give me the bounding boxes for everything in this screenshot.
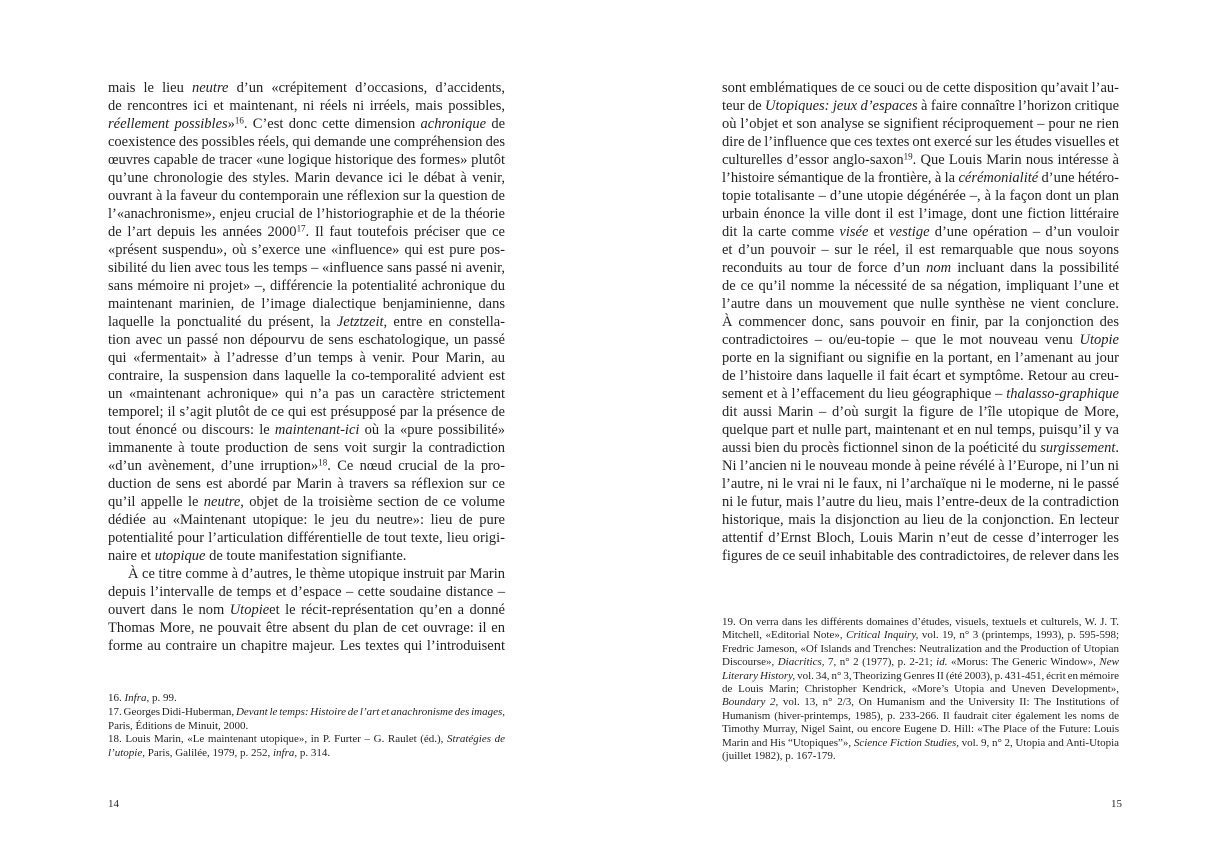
italic-text-run: Infra,	[124, 692, 150, 704]
text-run: naire et	[108, 548, 155, 564]
italic-text-run: réellement possibles	[108, 116, 228, 132]
italic-text-run: Utopie	[229, 602, 270, 618]
italic-text-run: neutre	[191, 80, 229, 96]
text-run: ouvrant à la faveur du contemporain une réflexion sur la question de	[108, 188, 505, 204]
text-run: , objet de la troisième section de ce volume	[240, 494, 505, 510]
right-page-footnotes	[722, 616, 1119, 763]
footnote-line	[108, 747, 505, 761]
text-run: Discourse»,	[722, 656, 778, 669]
text-run: Humanism (hiver-printemps, 1985), p. 233-266. Il faudrait citer également les noms de	[722, 709, 1119, 722]
italic-text-run: surgissement	[1040, 440, 1116, 456]
italic-text-run: infra,	[272, 747, 298, 760]
text-line	[108, 583, 505, 601]
text-run: de Louis Marin; Christopher Kendrick, «More’s Utopia and Uneven Development»,	[722, 682, 1119, 695]
footnote-reference: 19	[903, 151, 913, 162]
italic-text-run: neutre	[203, 494, 241, 510]
text-run: et d’un pouvoir – sur le réel, il est remarquable que nous soyons	[722, 242, 1119, 258]
text-run: «présent suspendu», où s’exerce une «influence» qui est pure pos-	[108, 242, 505, 258]
italic-text-run: New	[1099, 656, 1119, 669]
text-line	[722, 79, 1119, 97]
text-run: sibilité du lien avec tous les temps – «influence sans passé ni avenir,	[108, 260, 505, 276]
footnote-line	[108, 733, 505, 747]
footnote-line	[722, 643, 1119, 656]
text-line	[108, 277, 505, 295]
text-run: où la «pure possibilité»	[359, 422, 506, 438]
text-line	[722, 439, 1119, 457]
text-run: d’un «crépitement d’occasions, d’accidents,	[228, 80, 505, 96]
text-run: d’une opération – d’un vouloir	[929, 224, 1119, 240]
text-line	[108, 511, 505, 529]
footnote-line	[722, 656, 1119, 669]
text-run: dire de l’influence que ces textes ont exercé sur les études visuelles et	[722, 134, 1119, 150]
text-line	[722, 133, 1119, 151]
text-line	[722, 259, 1119, 277]
text-line	[108, 97, 505, 115]
text-run: sont emblématiques de ce souci ou de cette disposition qu’avait l’au-	[722, 80, 1119, 96]
text-line	[108, 241, 505, 259]
text-run: l’histoire sémantique de la frontière, à la	[722, 170, 959, 186]
text-run: topie totalisante – d’une utopie dégénérée –, à la façon dont un plan	[722, 188, 1119, 204]
footnote-line	[722, 737, 1119, 750]
text-run: porte en la signifiant ou signifie en la portant, en l’amenant au jour	[722, 350, 1119, 366]
italic-text-run: Stratégies de	[447, 733, 505, 746]
text-run: culturelles d’essor anglo-saxon	[722, 152, 904, 168]
text-run: dit la carte comme	[722, 224, 840, 240]
text-line	[108, 259, 505, 277]
text-line	[108, 133, 505, 151]
text-run: contradictoires – ou/eu-topie – que le mot nouveau venu	[722, 332, 1080, 348]
footnote-line	[722, 696, 1119, 709]
italic-text-run: l’utopie,	[108, 747, 145, 760]
footnote-line	[722, 683, 1119, 696]
text-line	[722, 457, 1119, 475]
text-line	[108, 205, 505, 223]
text-run: de l’art depuis les années 2000	[108, 224, 297, 240]
text-line	[108, 79, 505, 97]
italic-text-run: visée	[839, 224, 869, 240]
text-line	[722, 403, 1119, 421]
text-run: maintenant marinien, de l’image dialectique benjaminienne, dans	[108, 296, 505, 312]
italic-text-run: nom	[926, 260, 952, 276]
text-run: (juillet 1982), p. 167-179.	[722, 749, 836, 762]
text-line	[722, 295, 1119, 313]
text-run: de toute manifestation signifiante.	[205, 548, 407, 564]
footnote-reference: 16	[234, 115, 244, 126]
text-run: de	[486, 116, 506, 132]
text-run: incluant dans la possibilité	[951, 260, 1119, 276]
text-run: vol. 34, n° 3, Theorizing Genres II (été 2003), p. 431-451, écrit en mémoire	[795, 669, 1120, 682]
text-run: . Ce nœud crucial de la pro-	[327, 458, 505, 474]
text-run: »	[227, 116, 235, 132]
italic-text-run: vestige	[889, 224, 930, 240]
text-line	[108, 151, 505, 169]
text-line	[722, 511, 1119, 529]
text-line	[108, 565, 505, 583]
italic-text-run: Critical Inquiry,	[846, 629, 919, 642]
italic-text-run: Diacritics,	[777, 656, 825, 669]
page-number-left: 14	[108, 798, 119, 810]
footnote-reference: 17	[296, 223, 306, 234]
text-run: Marin and His “Utopiques”»,	[722, 736, 854, 749]
left-page-footnotes	[108, 692, 505, 761]
text-run: sement et à l’effacement du lieu géographique –	[722, 386, 1007, 402]
text-run: un «maintenant achronique» qui n’a pas un caractère strictement	[108, 386, 505, 402]
text-run: 7, n° 2 (1977), p. 2-21;	[824, 656, 937, 669]
italic-text-run: id.	[936, 656, 948, 669]
text-line	[108, 169, 505, 187]
footnote-line	[108, 720, 505, 734]
italic-text-run: Devant le temps: Histoire de l’art et anachronisme des images,	[235, 705, 505, 718]
footnote-line	[722, 670, 1119, 683]
italic-text-run: Utopiques: jeux d’espaces	[765, 98, 918, 114]
footnote-line	[722, 710, 1119, 723]
text-line	[108, 367, 505, 385]
text-line	[108, 421, 505, 439]
text-run: l’autre dans un mouvement que nulle synthèse ne vient conclure.	[722, 296, 1119, 312]
text-run: 18. Louis Marin, «Le maintenant utopique», in P. Furter – G. Raulet (éd.),	[108, 733, 448, 746]
text-run: de ce qu’il nomme la nécessité de sa négation, impliquant l’une et	[722, 278, 1119, 294]
italic-text-run: Jetztzeit	[336, 314, 384, 330]
text-run: p. 99.	[149, 692, 177, 704]
text-run: temporel; il s’agit plutôt de ce qui est présupposé par la présence de	[108, 404, 505, 420]
text-run: duction de sens est abordé par Marin à travers sa réflexion sur ce	[108, 476, 505, 492]
text-line	[108, 331, 505, 349]
text-run: laquelle la ponctualité du présent, la	[108, 314, 337, 330]
text-run: dédiée au «Maintenant utopique: le jeu du neutre»: lieu de pure	[108, 512, 505, 528]
text-run: contraire, la suspension dans laquelle la co-temporalité advient est	[108, 368, 505, 384]
text-run: vol. 19, n° 3 (printemps, 1993), p. 595-598;	[918, 629, 1120, 642]
text-run: et	[868, 224, 890, 240]
text-run: 17. Georges Didi-Huberman,	[108, 705, 236, 718]
text-run: Paris, Éditions de Minuit, 2000.	[108, 719, 249, 732]
text-run: de l’histoire dans laquelle il fait écart et symptôme. Retour au creu-	[722, 368, 1119, 384]
text-run: «d’un avènement, d’une irruption»	[108, 458, 319, 474]
text-run: aussi bien du procès fictionnel sinon de la poéticité du	[722, 440, 1041, 456]
text-run: dit aussi Marin – d’où surgit la figure de l’île utopique de More,	[722, 404, 1119, 420]
text-run: qu’il appelle le	[108, 494, 204, 510]
text-run: . Il faut toutefois préciser que ce	[305, 224, 505, 240]
text-line	[108, 529, 505, 547]
text-run: vol. 9, n° 2, Utopia and Anti-Utopia	[958, 736, 1120, 749]
text-line	[108, 385, 505, 403]
text-run: l’«anachronisme», enjeu crucial de l’historiographie et de la théorie	[108, 206, 505, 222]
text-line	[722, 547, 1119, 565]
text-line	[722, 385, 1119, 403]
footnote-line	[722, 629, 1119, 642]
text-run: historique, mais la disjonction au lieu de la conjonction. En lecteur	[722, 512, 1119, 528]
text-run: qui «fermentait» à l’adresse d’un temps à venir. Pour Marin, au	[108, 350, 505, 366]
text-run: tion avec un passé non dépourvu de sens eschatologique, un passé	[108, 332, 505, 348]
italic-text-run: maintenant-ici	[274, 422, 360, 438]
text-line	[722, 331, 1119, 349]
footnote-reference: 18	[318, 457, 328, 468]
text-run: sans mémoire ni projet» –, différencie la potentialité achronique du	[108, 278, 505, 294]
text-line	[108, 457, 505, 475]
italic-text-run: thalasso-graphique	[1006, 386, 1119, 402]
text-line	[108, 187, 505, 205]
text-run: Paris, Galilée, 1979, p. 252,	[144, 747, 273, 760]
text-line	[722, 349, 1119, 367]
text-run: urbain énonce la ville dont il est l’image, dont une fiction littéraire	[722, 206, 1119, 222]
text-line	[722, 493, 1119, 511]
text-run: ouvert dans le nom	[108, 602, 230, 618]
text-run: «Morus: The Generic Window»,	[947, 656, 1100, 669]
left-page-body-text	[108, 79, 505, 655]
page-number-right: 15	[1111, 798, 1122, 810]
text-line	[108, 223, 505, 241]
italic-text-run: Literary History,	[722, 669, 796, 682]
text-run: Mitchell, «Editorial Note»,	[722, 629, 847, 642]
text-line	[108, 115, 505, 133]
text-run: Thomas More, ne pouvait être absent du plan de cet ouvrage: il en	[108, 620, 505, 636]
text-line	[108, 313, 505, 331]
text-run: quelque part et nulle part, maintenant et en nul temps, puisqu’il y va	[722, 422, 1119, 438]
italic-text-run: achronique	[420, 116, 487, 132]
text-line	[722, 169, 1119, 187]
text-run: À commencer donc, sans pouvoir en finir, par la conjonction des	[722, 314, 1119, 330]
text-line	[722, 205, 1119, 223]
text-run: où l’objet et son analyse se signifient réciproquement – pour ne rien	[722, 116, 1119, 132]
text-run: mais le lieu	[108, 80, 192, 96]
text-run: Timothy Murray, Nigel Saint, ou encore Eugene D. Hill: «The Place of the Future: Louis	[722, 723, 1119, 736]
text-run: à faire connaître l’horizon critique	[917, 98, 1120, 114]
text-run: 19. On verra dans les différents domaines d’études, visuels, textuels et culturels, W. J. T.	[722, 616, 1119, 628]
text-run: et le récit-représentation qu’en a donné	[269, 602, 505, 618]
text-line	[722, 241, 1119, 259]
text-line	[722, 529, 1119, 547]
footnote-line	[108, 692, 505, 706]
text-run: attentif d’Ernst Bloch, Louis Marin n’eut de cesse d’interroger les	[722, 530, 1119, 546]
text-run: depuis l’intervalle de temps et d’espace – cette soudaine distance –	[108, 584, 505, 600]
text-run: d’une hétéro-	[1038, 170, 1119, 186]
footnote-line	[722, 750, 1119, 763]
text-run: forme au contraire un chapitre majeur. Les textes qui l’introduisent	[108, 638, 505, 654]
italic-text-run: Boundary 2,	[722, 696, 779, 709]
text-run: 16.	[108, 692, 125, 704]
text-run: p. 314.	[297, 747, 331, 760]
text-run: teur de	[722, 98, 766, 114]
text-line	[722, 115, 1119, 133]
text-line	[722, 421, 1119, 439]
text-run: de rencontres ici et maintenant, ni réels ni irréels, mais possibles,	[108, 98, 505, 114]
text-run: vol. 13, n° 2/3, On Humanism and the University II: The Institutions of	[778, 696, 1119, 709]
italic-text-run: Utopie	[1079, 332, 1119, 348]
text-line	[108, 547, 505, 565]
italic-text-run: cérémonialité	[958, 170, 1039, 186]
text-line	[108, 439, 505, 457]
text-line	[722, 277, 1119, 295]
text-line	[722, 151, 1119, 169]
text-run: figures de ce seuil inhabitable des contradictoires, de relever dans les	[722, 548, 1119, 564]
text-run: reconduits au tour de force d’un	[722, 260, 927, 276]
text-run: ni le futur, mais l’autre du lieu, mais l’entre-deux de la contradiction	[722, 494, 1119, 510]
text-run: potentialité pour l’articulation différentielle de tout texte, lieu origi-	[108, 530, 505, 546]
italic-text-run: Science Fiction Studies,	[853, 736, 959, 749]
text-line	[108, 475, 505, 493]
text-line	[108, 601, 505, 619]
text-line	[722, 223, 1119, 241]
text-run: œuvres capable de tracer «une logique historique des formes» plutôt	[108, 152, 505, 168]
text-line	[722, 475, 1119, 493]
text-line	[108, 637, 505, 655]
text-run: qu’une chronologie des styles. Marin devance ici le débat à venir,	[108, 170, 505, 186]
text-run: , entre en constella-	[383, 314, 505, 330]
text-line	[108, 403, 505, 421]
text-line	[722, 97, 1119, 115]
text-line	[108, 619, 505, 637]
text-line	[722, 187, 1119, 205]
text-run: tout énoncé ou discours: le	[108, 422, 275, 438]
italic-text-run: utopique	[154, 548, 206, 564]
footnote-line	[108, 706, 505, 720]
text-run: .	[1115, 440, 1119, 456]
text-run: . C’est donc cette dimension	[243, 116, 421, 132]
text-line	[108, 295, 505, 313]
footnote-line	[722, 616, 1119, 629]
text-run: Fredric Jameson, «Of Islands and Trenches: Neutralization and the Production of Utopian	[722, 642, 1119, 655]
text-run: . Que Louis Marin nous intéresse à	[912, 152, 1119, 168]
text-line	[722, 313, 1119, 331]
text-line	[108, 349, 505, 367]
text-run: Ni l’ancien ni le nouveau monde à peine révélé à l’Europe, ni l’un ni	[722, 458, 1119, 474]
text-line	[722, 367, 1119, 385]
text-run: l’autre, ni le vrai ni le faux, ni l’archaïque ni le moderne, ni le passé	[722, 476, 1119, 492]
right-page-body-text	[722, 79, 1119, 565]
text-run: immanente à toute production de sens voit surgir la contradiction	[108, 440, 505, 456]
text-line	[108, 493, 505, 511]
text-run: À ce titre comme à d’autres, le thème utopique instruit par Marin	[128, 566, 505, 582]
footnote-line	[722, 723, 1119, 736]
text-run: coexistence des possibles réels, qui demande une compréhension des	[108, 134, 505, 150]
